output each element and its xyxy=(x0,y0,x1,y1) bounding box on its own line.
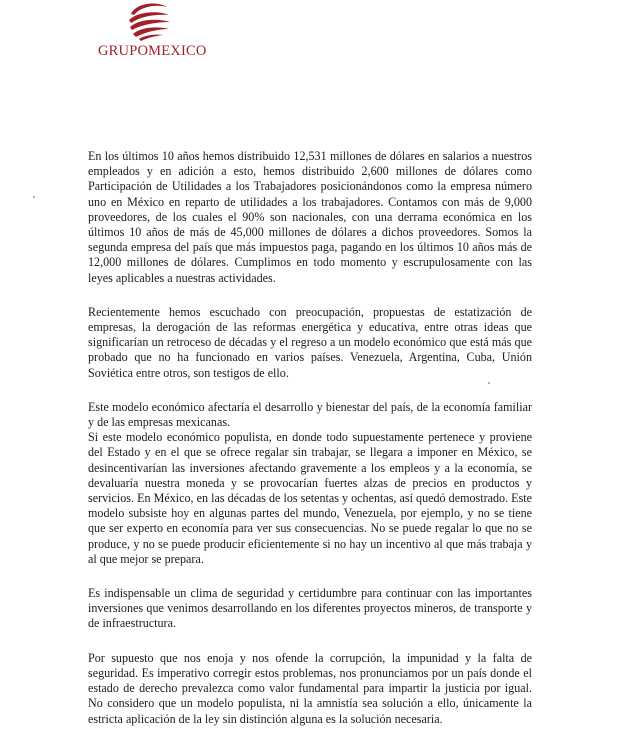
grupo-mexico-logo-icon xyxy=(125,2,175,42)
letter-body xyxy=(88,149,532,746)
scan-mark xyxy=(33,196,35,198)
company-logo xyxy=(96,2,206,60)
paragraph-populism: Si este modelo económico populista, en donde todo supuestamente pertenece y proviene del Estado y en el que se ofrece regalar sin trabajar, se llegara a imponer en México, se desincentivarían las inversiones afectando gravemente a los empleos y a la economía, se devaluaría nuestra moneda y se provocarían fuertes alzas de precios en productos y servicios. En México, en las décadas de los setentas y ochentas, así quedó demostrado. Este modelo subsiste hoy en algunas partes del mundo, Venezuela, por ejemplo, y no se tiene que ser experto en economía para ver sus consecuencias. No se puede regalar lo que no se produce, y no se puede producir eficientemente si no hay un incentivo al que más trabaja y al que mejor se prepara. xyxy=(88,430,532,566)
scan-mark xyxy=(488,382,490,384)
paragraph-security: Es indispensable un clima de seguridad y certidumbre para continuar con las importantes inversiones que venimos desarrollando en los diferentes proyectos mineros, de transporte y de infraestructura. xyxy=(88,586,532,631)
company-name: GRUPOMEXICO xyxy=(98,43,207,59)
paragraph-distribution: En los últimos 10 años hemos distribuido 12,531 millones de dólares en salarios a nuestros empleados y en adición a esto, hemos distribuido 2,600 millones de dólares como Participación de Utilidades a los Trabajadores posicionándonos como la empresa número uno en México en reparto de utilidades a los trabajadores. Contamos con más de 9,000 proveedores, de los cuales el 90% son nacionales, con una derrama económica en los últimos 10 años de más de 45,000 millones de dólares a dichos proveedores. Somos la segunda empresa del país que más impuestos paga, pagando en los últimos 10 años más de 12,000 millones de dólares. Cumplimos en todo momento y escrupulosamente con las leyes aplicables a nuestras actividades. xyxy=(88,149,532,285)
paragraph-corruption: Por supuesto que nos enoja y nos ofende la corrupción, la impunidad y la falta de seguridad. Es imperativo corregir estos problemas, nos pronunciamos por un país donde el estado de derecho prevalezca como valor fundamental para impartir la justicia por igual. No considero que un modelo populista, ni la amnistía sea solución a ello, únicamente la estricta aplicación de la ley sin distinción alguna es la solución necesaria. xyxy=(88,650,532,726)
paragraph-model-impact: Este modelo económico afectaría el desarrollo y bienestar del país, de la economía familiar y de las empresas mexicanas. xyxy=(88,399,532,430)
paragraph-concerns: Recientemente hemos escuchado con preocupación, propuestas de estatización de empresas, la derogación de las reformas energética y educativa, entre otras ideas que significarían un retroceso de décadas y el regreso a un modelo económico que está más que probado que no ha funcionado en varios países. Venezuela, Argentina, Cuba, Unión Soviética entre otros, son testigos de ello. xyxy=(88,304,532,380)
